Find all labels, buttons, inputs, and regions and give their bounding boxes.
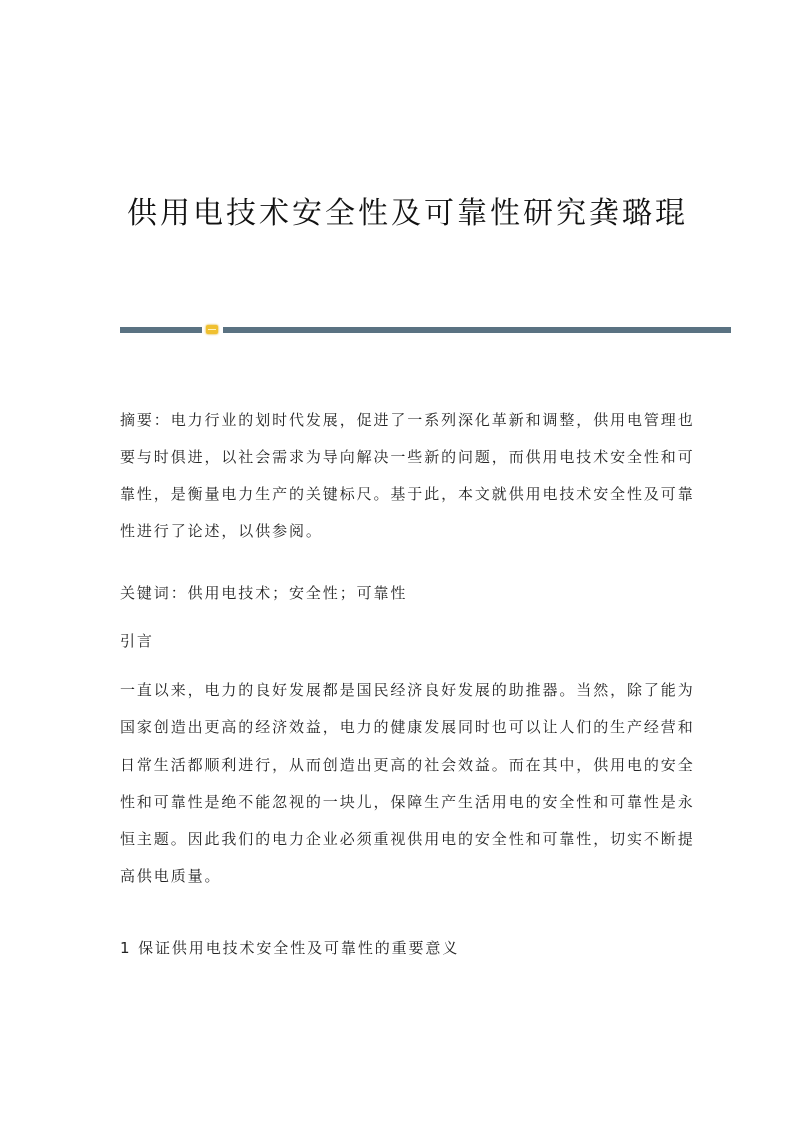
section-1-heading: 1 保证供用电技术安全性及可靠性的重要意义 [120, 939, 460, 957]
intro-line: 一直以来，电力的良好发展都是国民经济良好发展的助推器。当然，除了能为 [120, 681, 695, 699]
abstract-line: 摘要：电力行业的划时代发展，促进了一系列深化革新和调整，供用电管理也 [120, 411, 695, 429]
intro-line: 国家创造出更高的经济效益，电力的健康发展同时也可以让人们的生产经营和 [120, 718, 695, 736]
abstract-line: 要与时俱进，以社会需求为导向解决一些新的问题，而供用电技术安全性和可 [120, 448, 695, 466]
divider-right [223, 327, 731, 333]
intro-line: 性和可靠性是绝不能忽视的一块儿，保障生产生活用电的安全性和可靠性是永 [120, 793, 695, 811]
intro-heading: 引言 [120, 632, 154, 650]
intro-line: 高供电质量。 [120, 867, 222, 885]
keywords: 关键词：供用电技术；安全性；可靠性 [120, 584, 408, 602]
intro-line: 日常生活都顺利进行，从而创造出更高的社会效益。而在其中，供用电的安全 [120, 756, 695, 774]
divider-marker-icon [206, 325, 218, 334]
document-title: 供用电技术安全性及可靠性研究龚璐琨 [127, 196, 688, 231]
divider-left [120, 327, 202, 333]
intro-line: 恒主题。因此我们的电力企业必须重视供用电的安全性和可靠性，切实不断提 [120, 830, 695, 848]
abstract-line: 性进行了论述，以供参阅。 [120, 522, 323, 540]
abstract-line: 靠性，是衡量电力生产的关键标尺。基于此，本文就供用电技术安全性及可靠 [120, 485, 695, 503]
